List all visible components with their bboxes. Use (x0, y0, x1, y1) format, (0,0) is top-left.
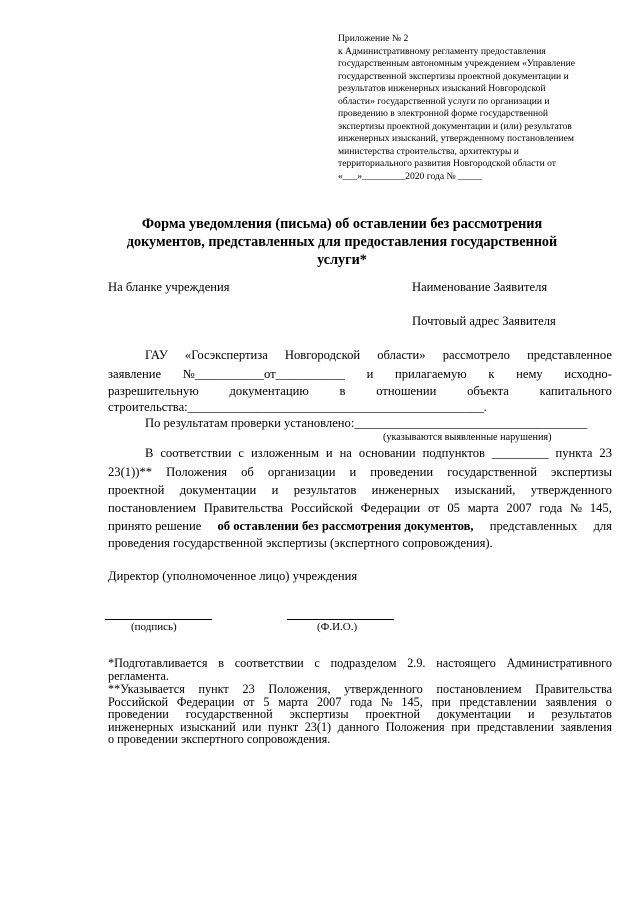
word: утвержденного (344, 682, 423, 696)
word: документации (436, 707, 511, 722)
word: разрешительную (108, 384, 199, 398)
para1-line4: строительства:_______________________________________________. (108, 400, 487, 414)
word: проектной (365, 707, 420, 722)
word: Положения (166, 465, 228, 479)
para1-line3 (108, 384, 612, 399)
footnote-2 (108, 683, 612, 746)
word: прилагаемую (395, 367, 467, 381)
director-label: Директор (уполномоченное лицо) учреждения (108, 569, 358, 583)
para3-line3 (108, 483, 612, 498)
word: *Подготавливается (108, 656, 208, 670)
name-caption: (Ф.И.О.) (317, 621, 358, 633)
word: постановлением (436, 682, 522, 696)
word: Правительства (535, 682, 612, 696)
word: №___________от___________ (182, 367, 345, 381)
word: к (488, 367, 495, 381)
word: о (605, 694, 612, 709)
para3-line1 (145, 446, 612, 461)
word: утвержденного (530, 483, 612, 497)
word: проведении (108, 707, 169, 722)
word: настоящего (436, 656, 496, 670)
word: государственной (447, 465, 537, 479)
word: проведении (370, 465, 434, 479)
word: Федерации (360, 501, 421, 515)
word: инженерных (371, 483, 440, 497)
word: соответствии (160, 446, 232, 460)
word: Новгородской (284, 348, 361, 362)
word: соответствии (234, 656, 304, 670)
word: об (241, 465, 254, 479)
appendix-line-1: Приложение № 2 (338, 33, 409, 44)
word: заявления (545, 694, 597, 709)
para1-line1 (145, 348, 612, 363)
para1-line2 (108, 367, 612, 382)
letterhead-label: На бланке учреждения (108, 280, 230, 294)
word: экспертизы (551, 465, 612, 479)
word: в (218, 656, 224, 670)
word: подразделом (330, 656, 397, 670)
applicant-name-label: Наименование Заявителя (412, 280, 548, 294)
word: 23(1) (304, 719, 332, 734)
appendix-line-6: области» государственной услуги по организации и (338, 95, 550, 107)
word: и (527, 707, 535, 722)
appendix-line-7: проведению в электронной форме государственной (338, 108, 549, 120)
para3-line4 (108, 501, 612, 516)
word: № (570, 501, 583, 515)
word: проектной (108, 483, 165, 497)
word: 2007 (316, 694, 342, 709)
decision-post-1: представленных (489, 519, 578, 533)
word: пункт (198, 682, 229, 696)
word: 23 (242, 682, 255, 696)
word: Положения (385, 719, 445, 734)
footnote-1-line1 (108, 657, 612, 670)
word: документации (179, 483, 257, 497)
word: подпунктов (422, 446, 485, 460)
word: нему (516, 367, 543, 381)
word: ГАУ (145, 348, 168, 362)
word: года (350, 694, 373, 709)
word: объекта (467, 384, 509, 398)
word: 145, (589, 501, 612, 515)
word: инженерных (108, 719, 174, 734)
word: марта (467, 501, 499, 515)
word: 5 (263, 694, 270, 709)
word: области» (377, 348, 426, 362)
word: организации (267, 465, 336, 479)
document-title (106, 215, 578, 269)
word: 2007 (506, 501, 532, 515)
word: В (145, 446, 154, 460)
word: _________ (491, 446, 549, 460)
word: «Госэкспертиза (184, 348, 268, 362)
word: 23 (599, 446, 612, 460)
appendix-line-3: государственным автономным учреждением «Управление (338, 58, 575, 70)
word: при (451, 719, 471, 734)
word: Российской (108, 694, 169, 709)
word: на (339, 446, 352, 460)
para3-line6: проведения государственной экспертизы (экспертного сопровождения). (108, 536, 493, 550)
word: года (539, 501, 563, 515)
appendix-line-2: к Административному регламенту предоставления (338, 45, 546, 57)
title-line-3: услуги* (317, 252, 367, 268)
word: результатов (293, 483, 357, 497)
title-line-2: документов, представленных для предоставления государственной (126, 234, 558, 250)
word: 145, (401, 694, 423, 709)
decision-post-2: для (593, 519, 612, 533)
word: 05 (447, 501, 460, 515)
applicant-address-label: Почтовый адрес Заявителя (412, 314, 556, 328)
word: Правительства (203, 501, 283, 515)
findings-note: (указываются выявленные нарушения) (383, 432, 552, 443)
word: Административного (506, 656, 612, 670)
word: изысканий, (454, 483, 516, 497)
word: заявление (108, 367, 162, 381)
word: Российской (290, 501, 353, 515)
word: результатов (551, 707, 612, 722)
word: от (243, 694, 255, 709)
appendix-line-9: инженерных изысканий, утвержденному постановлением (338, 133, 575, 145)
word: 2.9. (407, 656, 426, 670)
word: капитального (539, 384, 612, 398)
name-line (287, 619, 394, 620)
decision-pre: принято решение (108, 519, 202, 533)
decision-bold: об оставлении без рассмотрения документов, (217, 519, 474, 533)
word: с (238, 446, 245, 460)
word: в (339, 384, 346, 398)
word: экспертизы (289, 707, 349, 722)
word: изысканий (180, 719, 236, 734)
footnote-2-line1 (108, 683, 612, 696)
word: представленное (527, 348, 612, 362)
word: или (242, 719, 262, 734)
word: представлении (476, 719, 554, 734)
word: 23(1))** (108, 465, 153, 479)
word: пункт (267, 719, 299, 734)
word: рассмотрело (442, 348, 510, 362)
word: отношении (376, 384, 437, 398)
footnote-2-line2 (108, 696, 612, 709)
word: **Указывается (108, 682, 185, 696)
word: Федерации (176, 694, 235, 709)
word: документацию (229, 384, 309, 398)
signature-line (105, 619, 212, 620)
word: изложенным (250, 446, 319, 460)
word: Положения, (268, 682, 331, 696)
appendix-line-10: министерства строительства, архитектуры и (338, 145, 519, 157)
word: с (314, 656, 320, 670)
appendix-header (338, 33, 608, 184)
word: от (427, 501, 440, 515)
footnote-1-line2: регламента. (108, 668, 169, 683)
word: № (380, 694, 393, 709)
footnote-2-line5: о проведении экспертного сопровождения. (108, 732, 331, 747)
signature-caption: (подпись) (131, 621, 177, 633)
word: данного (337, 719, 380, 734)
footnote-2-line3 (108, 708, 612, 721)
word: исходно- (564, 367, 612, 381)
word: марта (278, 694, 309, 709)
appendix-line-4: государственной экспертизы проектной документации и (338, 70, 569, 82)
word: государственной (185, 707, 273, 722)
word: при (431, 694, 451, 709)
appendix-line-11: территориального развития Новгородской области от (338, 158, 556, 170)
appendix-line-8: экспертизы проектной документации и (или) результатов (338, 120, 572, 132)
word: и (325, 446, 333, 460)
findings-line: По результатам проверки установлено:_____________________________________ (145, 416, 588, 430)
word: основании (358, 446, 416, 460)
word: и (271, 483, 279, 497)
para3-line5 (108, 519, 612, 534)
word: пункта (555, 446, 593, 460)
para3-line2 (108, 465, 612, 480)
word: постановлением (108, 501, 196, 515)
title-line-1: Форма уведомления (письма) об оставлении без рассмотрения (141, 216, 543, 232)
appendix-line-12: «___»_________2020 года № _____ (338, 171, 483, 183)
footnote-1 (108, 657, 612, 682)
word: и (366, 367, 374, 381)
word: представлении (459, 694, 537, 709)
appendix-line-5: результатов инженерных изысканий Новгородской (338, 83, 546, 95)
word: заявления (560, 719, 612, 734)
word: и (349, 465, 357, 479)
